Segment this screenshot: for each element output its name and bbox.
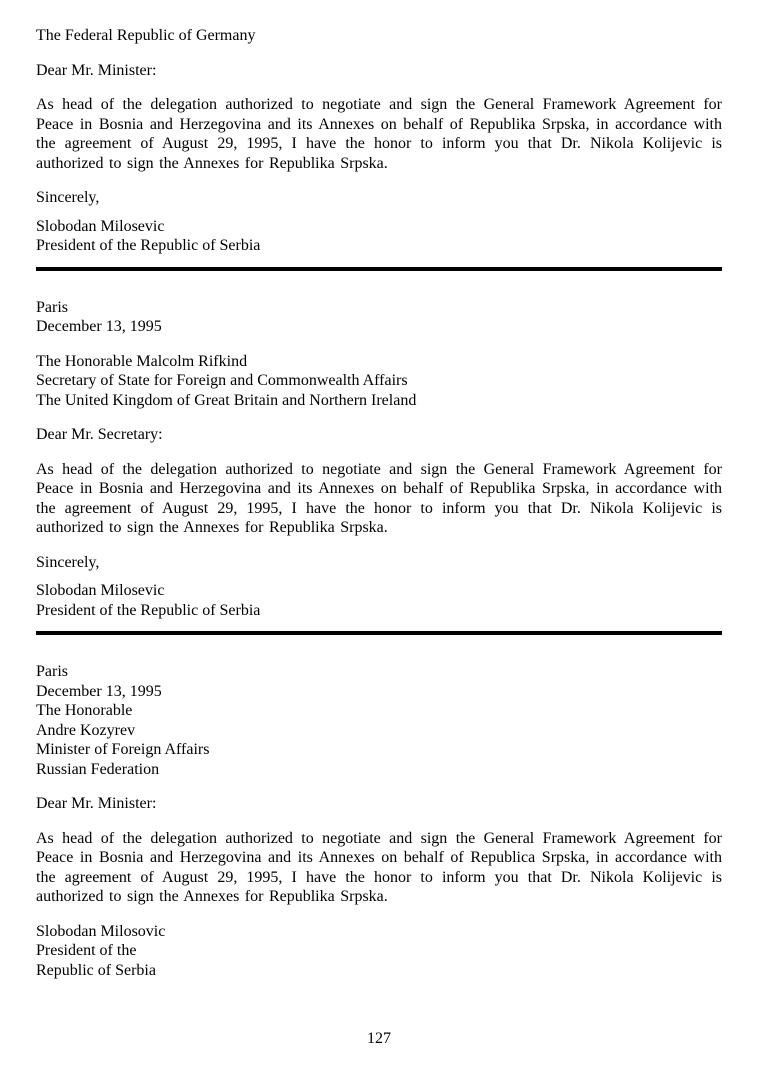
address-line: Andre Kozyrev: [36, 721, 136, 739]
signature-title: President of the Republic of Serbia: [36, 237, 261, 254]
closing: Sincerely,: [36, 553, 100, 571]
letter-russia: [36, 662, 722, 980]
address-line: The Honorable Malcolm Rifkind: [36, 352, 248, 370]
letter-germany: [36, 26, 722, 256]
dateline-date: December 13, 1995: [36, 682, 162, 700]
closing: Sincerely,: [36, 189, 100, 206]
dateline-date: December 13, 1995: [36, 318, 162, 335]
address-line: Minister of Foreign Affairs: [36, 741, 210, 758]
letter-body: As head of the delegation authorized to negotiate and sign the General Framework Agreement for Peace in Bosnia and Herzegovina and its Annexes on behalf of Republika Srpska, in accordance with the agreement of August 29, 1995, I have the honor to inform you that Dr. Nikola Kolijevic is authorized to sign the Annexes for Republika Srpska.: [36, 460, 722, 536]
signature-name: Slobodan Milosevic: [36, 217, 165, 235]
signature-title: President of the: [36, 942, 137, 959]
section-divider: [36, 631, 722, 635]
signature-name: Slobodan Milosovic: [36, 922, 166, 940]
signature-name: Slobodan Milosevic: [36, 582, 165, 599]
dateline-city: Paris: [36, 298, 68, 316]
page-number: 127: [367, 1029, 391, 1047]
section-divider: [36, 267, 722, 271]
signature-title: President of the Republic of Serbia: [36, 601, 261, 619]
address-line: The Federal Republic of Germany: [36, 27, 256, 44]
address-line: The Honorable: [36, 702, 133, 719]
address-line: The United Kingdom of Great Britain and Northern Ireland: [36, 391, 417, 409]
address-line: Secretary of State for Foreign and Commonwealth Affairs: [36, 372, 408, 389]
letter-body: As head of the delegation authorized to negotiate and sign the General Framework Agreement for Peace in Bosnia and Herzegovina and its Annexes on behalf of Republica Srpska, in accordance with the agreement of August 29, 1995, I have the honor to inform you that Dr. Nikola Kolijevic is authorized to sign the Annexes for Republika Srpska.: [36, 829, 722, 905]
letter-united-kingdom: [36, 298, 722, 621]
signature-title: Republic of Serbia: [36, 961, 156, 979]
salutation: Dear Mr. Minister:: [36, 795, 157, 812]
letter-body: As head of the delegation authorized to negotiate and sign the General Framework Agreement for Peace in Bosnia and Herzegovina and its Annexes on behalf of Republika Srpska, in accordance with the agreement of August 29, 1995, I have the honor to inform you that Dr. Nikola Kolijevic is authorized to sign the Annexes for Republika Srpska.: [36, 96, 722, 172]
dateline-city: Paris: [36, 663, 68, 680]
salutation: Dear Mr. Minister:: [36, 61, 157, 79]
salutation: Dear Mr. Secretary:: [36, 426, 163, 443]
address-line: Russian Federation: [36, 760, 160, 778]
